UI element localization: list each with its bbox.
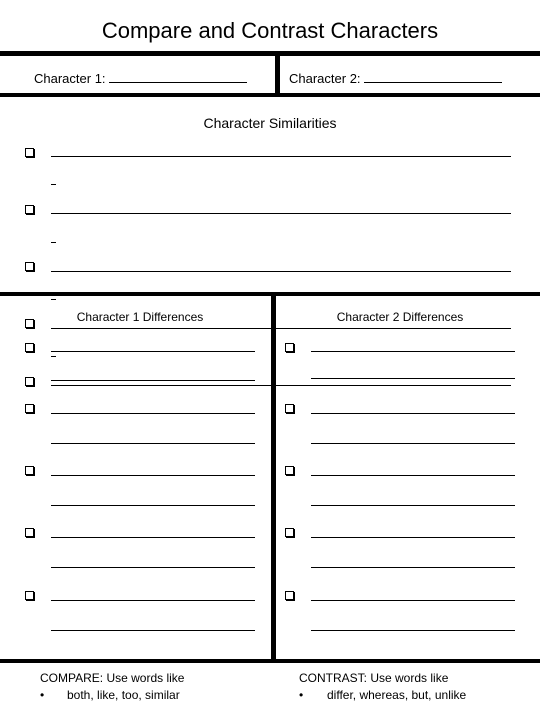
char2-difference-line[interactable]: [311, 630, 515, 631]
compare-words: both, like, too, similar: [67, 688, 180, 702]
contrast-heading: CONTRAST: Use words like: [299, 671, 449, 685]
checkbox-icon[interactable]: [25, 377, 34, 386]
checkbox-icon[interactable]: [25, 343, 34, 352]
char2-difference-line[interactable]: [311, 443, 515, 444]
char1-difference-line[interactable]: [51, 443, 255, 444]
compare-heading: COMPARE: Use words like: [40, 671, 185, 685]
checkbox-icon[interactable]: [25, 528, 34, 537]
contrast-words: differ, whereas, but, unlike: [327, 688, 467, 702]
bullet-icon: •: [40, 688, 45, 702]
character1-blank[interactable]: [109, 70, 247, 83]
char1-difference-line[interactable]: [51, 537, 255, 538]
checkbox-icon[interactable]: [25, 591, 34, 600]
similarity-line[interactable]: [51, 156, 511, 157]
char2-difference-line[interactable]: [311, 351, 515, 352]
similarity-line[interactable]: [51, 213, 511, 214]
char2-difference-line[interactable]: [311, 378, 515, 379]
compare-bullet: [40, 688, 44, 702]
footer-divider: [0, 659, 540, 663]
character2-field[interactable]: [289, 70, 502, 86]
checkbox-icon[interactable]: [25, 148, 34, 157]
checkbox-icon[interactable]: [25, 319, 34, 328]
header-divider: [0, 93, 540, 97]
checkbox-icon[interactable]: [285, 343, 294, 352]
char2-difference-line[interactable]: [311, 475, 515, 476]
similarity-line[interactable]: [51, 328, 511, 329]
checkbox-icon[interactable]: [25, 205, 34, 214]
similarity-line[interactable]: [51, 271, 511, 272]
header-center-divider: [275, 56, 280, 94]
dash-mark: [51, 299, 56, 300]
char1-difference-line[interactable]: [51, 475, 255, 476]
character1-field[interactable]: [34, 70, 247, 86]
checkbox-icon[interactable]: [25, 466, 34, 475]
character1-label: Character 1:: [34, 71, 106, 86]
character2-label: Character 2:: [289, 71, 361, 86]
page-title: Compare and Contrast Characters: [101, 18, 439, 43]
differences-top-divider: [0, 292, 540, 296]
char1-difference-line[interactable]: [51, 413, 255, 414]
dash-mark: [51, 242, 56, 243]
similarities-heading: Character Similarities: [203, 115, 337, 131]
bullet-icon: •: [299, 688, 304, 702]
char1-difference-line[interactable]: [51, 351, 255, 352]
contrast-bullet: [299, 688, 303, 702]
similarity-line[interactable]: [51, 385, 511, 386]
char2-difference-line[interactable]: [311, 567, 515, 568]
char1-difference-line[interactable]: [51, 600, 255, 601]
checkbox-icon[interactable]: [285, 528, 294, 537]
differences-center-divider: [271, 292, 276, 662]
checkbox-icon[interactable]: [285, 466, 294, 475]
top-divider: [0, 51, 540, 56]
dash-mark: [51, 356, 56, 357]
char1-differences-heading: Character 1 Differences: [76, 310, 204, 324]
dash-mark: [51, 184, 56, 185]
character2-blank[interactable]: [364, 70, 502, 83]
checkbox-icon[interactable]: [285, 591, 294, 600]
char2-difference-line[interactable]: [311, 537, 515, 538]
char1-difference-line[interactable]: [51, 380, 255, 381]
char2-difference-line[interactable]: [311, 505, 515, 506]
char2-difference-line[interactable]: [311, 413, 515, 414]
char1-difference-line[interactable]: [51, 505, 255, 506]
checkbox-icon[interactable]: [25, 404, 34, 413]
char2-difference-line[interactable]: [311, 600, 515, 601]
char1-difference-line[interactable]: [51, 630, 255, 631]
char1-difference-line[interactable]: [51, 567, 255, 568]
char2-differences-heading: Character 2 Differences: [336, 310, 464, 324]
checkbox-icon[interactable]: [25, 262, 34, 271]
checkbox-icon[interactable]: [285, 404, 294, 413]
